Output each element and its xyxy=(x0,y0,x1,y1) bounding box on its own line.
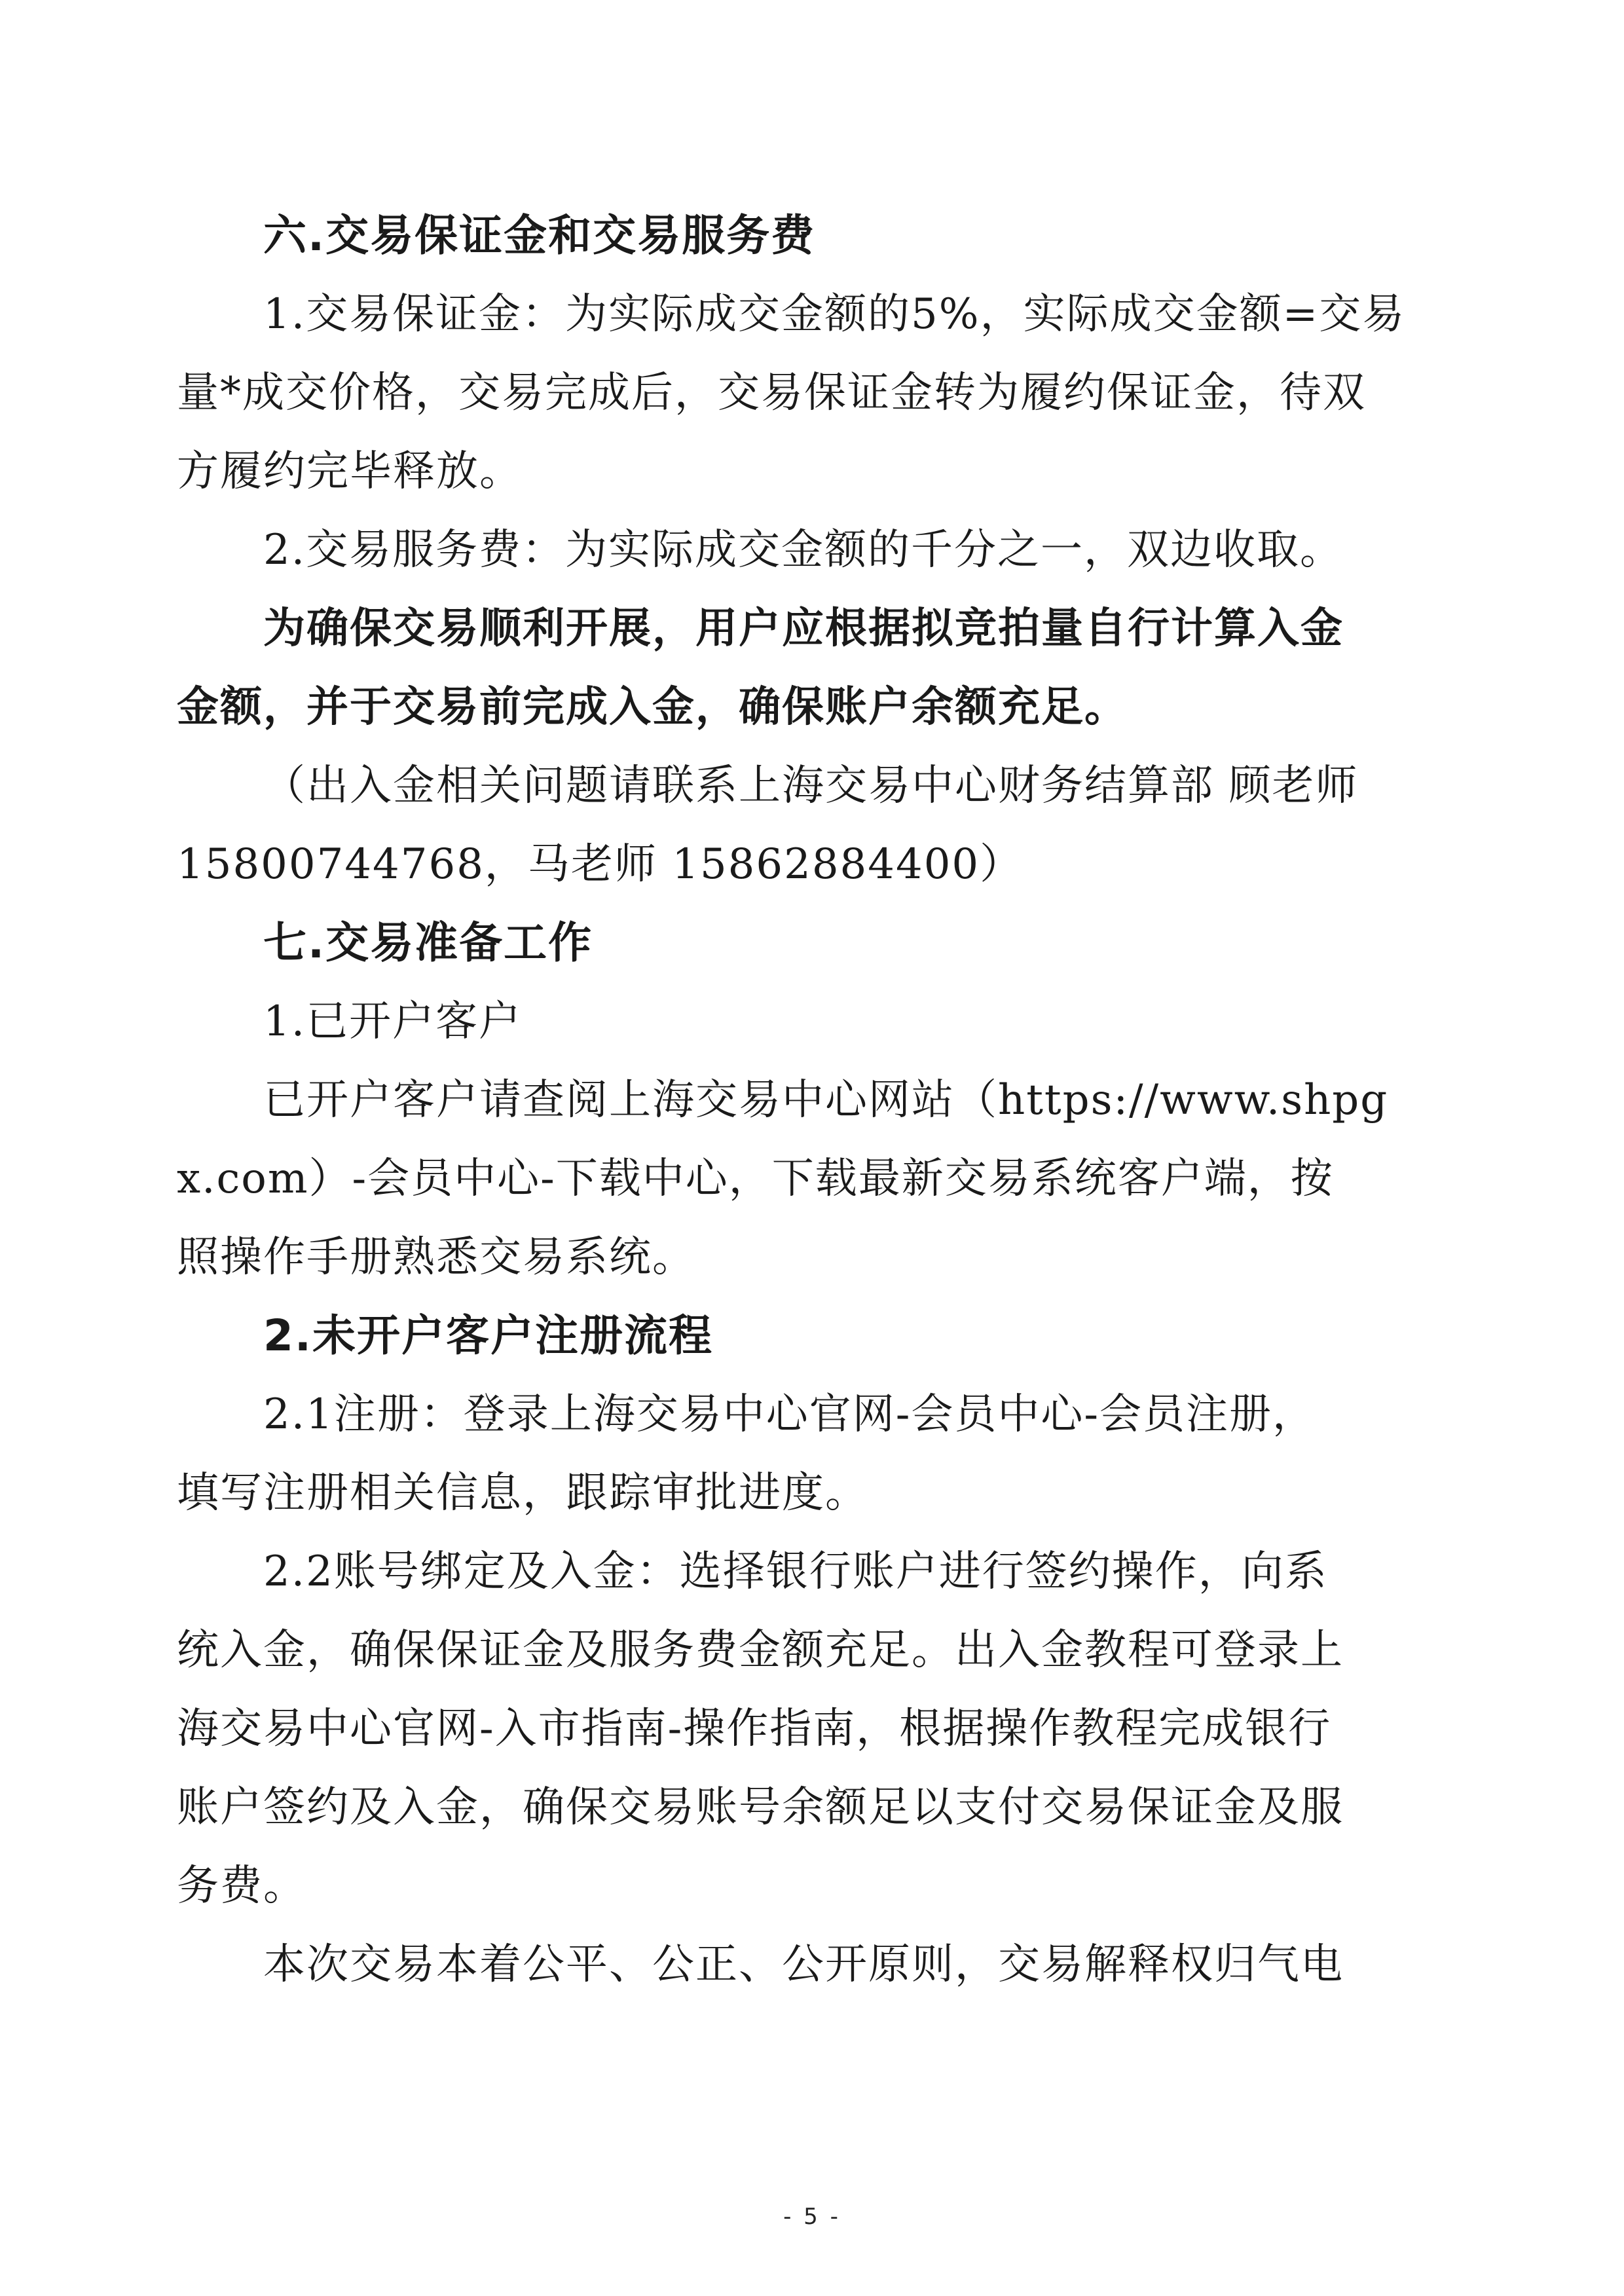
section-heading: 七.交易准备工作 xyxy=(263,917,593,968)
text-line: 金额，并于交易前完成入金，确保账户余额充足。 xyxy=(177,682,1128,731)
text-line: 为确保交易顺利开展，用户应根据拟竞拍量自行计算入金 xyxy=(263,604,1344,653)
text-line: 填写注册相关信息，跟踪审批进度。 xyxy=(177,1469,868,1517)
text-line: 本次交易本着公平、公正、公开原则，交易解释权归气电 xyxy=(263,1940,1344,1989)
text-line: 海交易中心官网-入市指南-操作指南，根据操作教程完成银行 xyxy=(177,1705,1332,1753)
document-body xyxy=(177,196,1460,2004)
text-line: 统入金，确保保证金及服务费金额充足。出入金教程可登录上 xyxy=(177,1626,1344,1675)
text-line: 务费。 xyxy=(177,1862,306,1910)
text-line: 方履约完毕释放。 xyxy=(177,447,523,496)
section-heading: 2.未开户客户注册流程 xyxy=(263,1310,713,1361)
text-line: 2.交易服务费：为实际成交金额的千分之一，双边收取。 xyxy=(263,526,1344,574)
text-line: 量*成交价格，交易完成后，交易保证金转为履约保证金，待双 xyxy=(177,369,1366,417)
text-line: 1.交易保证金：为实际成交金额的5%，实际成交金额=交易 xyxy=(263,290,1406,339)
text-line: （出入金相关问题请联系上海交易中心财务结算部 顾老师 xyxy=(263,762,1359,810)
text-line: 2.1注册：登录上海交易中心官网-会员中心-会员注册， xyxy=(263,1390,1316,1439)
text-line: 照操作手册熟悉交易系统。 xyxy=(177,1233,695,1282)
page-number: - 5 - xyxy=(783,2204,841,2230)
text-line: x.com）-会员中心-下载中心，下载最新交易系统客户端，按 xyxy=(177,1155,1334,1203)
text-line: 已开户客户请查阅上海交易中心网站（https://www.shpg xyxy=(263,1076,1389,1124)
text-line: 15800744768，马老师 15862884400） xyxy=(177,840,1024,889)
text-line: 1.已开户客户 xyxy=(263,997,523,1046)
text-line: 2.2账号绑定及入金：选择银行账户进行签约操作，向系 xyxy=(263,1547,1328,1596)
text-line: 账户签约及入金，确保交易账号余额足以支付交易保证金及服 xyxy=(177,1783,1344,1832)
section-heading: 六.交易保证金和交易服务费 xyxy=(263,210,816,261)
